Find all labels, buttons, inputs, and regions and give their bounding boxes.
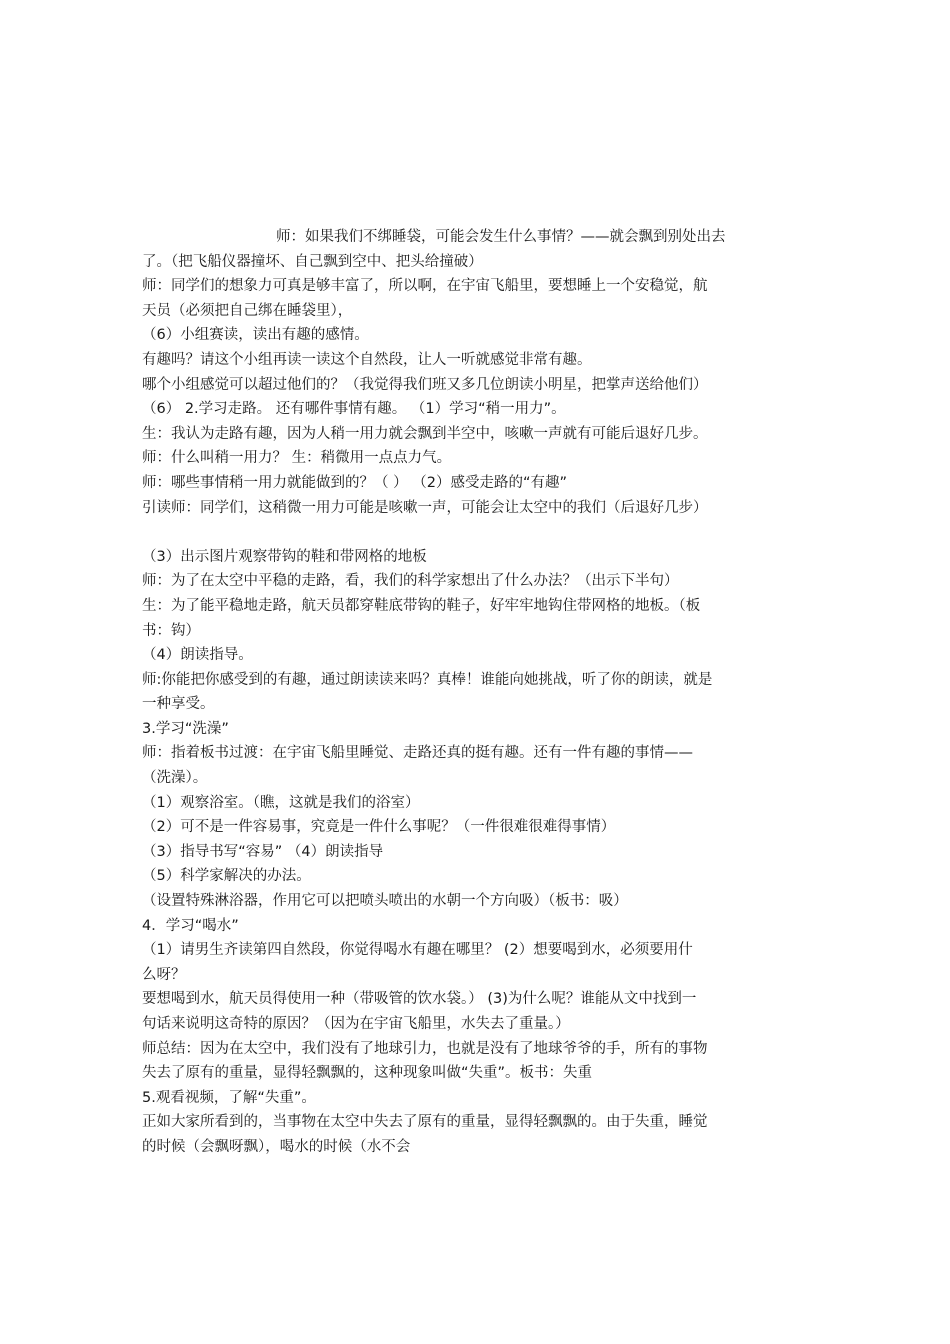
blank-line — [142, 520, 810, 545]
paragraph-line: （5）科学家解决的办法。 — [142, 868, 311, 885]
document-body — [142, 225, 810, 1160]
paragraph-line: 正如大家所看到的，当事物在太空中失去了原有的重量，显得轻飘飘的。由于失重，睡觉 — [142, 1114, 708, 1131]
paragraph-line: （4）朗读指导。 — [142, 647, 253, 664]
paragraph-line: 一种享受。 — [142, 696, 215, 713]
paragraph-line: 师：指着板书过渡：在宇宙飞船里睡觉、走路还真的挺有趣。还有一件有趣的事情—— — [142, 745, 693, 762]
paragraph-line: 师：同学们的想象力可真是够丰富了，所以啊，在宇宙飞船里，要想睡上一个安稳觉，航 — [142, 278, 708, 295]
section-heading: 3.学习“洗澡” — [142, 720, 229, 737]
paragraph-line: 师：什么叫稍一用力？ 生：稍微用一点点力气。 — [142, 450, 452, 467]
paragraph-line: 生：为了能平稳地走路，航天员都穿鞋底带钩的鞋子，好牢牢地钩住带网格的地板。（板 — [142, 597, 701, 614]
paragraph-line: 师:你能把你感受到的有趣，通过朗读读来吗？真棒！谁能向她挑战，听了你的朗读，就是 — [142, 671, 713, 688]
paragraph-line: 哪个小组感觉可以超过他们的？（我觉得我们班又多几位朗读小明星，把掌声送给他们） — [142, 376, 708, 393]
paragraph-line: 了。（把飞船仪器撞坏、自己飘到空中、把头给撞破） — [142, 253, 483, 270]
paragraph-line: 么呀？ — [142, 966, 186, 983]
paragraph-line: 生：我认为走路有趣，因为人稍一用力就会飘到半空中，咳嗽一声就有可能后退好几步。 — [142, 425, 708, 442]
paragraph-line: （3）出示图片观察带钩的鞋和带网格的地板 — [142, 548, 427, 565]
paragraph-line: 师：为了在太空中平稳的走路，看，我们的科学家想出了什么办法？（出示下半句） — [142, 573, 679, 590]
paragraph-line: （设置特殊淋浴器，作用它可以把喷头喷出的水朝一个方向吸）（板书：吸） — [142, 893, 628, 910]
paragraph-line: （3）指导书写“容易” （4）朗读指导 — [142, 843, 384, 860]
paragraph-line: 引读师：同学们，这稍微一用力可能是咳嗽一声，可能会让太空中的我们（后退好几步） — [142, 499, 708, 516]
paragraph-line: 师：哪些事情稍一用力就能做到的？（ ） （2）感受走路的“有趣” — [142, 474, 567, 491]
paragraph-line: 的时候（会飘呀飘），喝水的时候（水不会 — [142, 1138, 411, 1155]
paragraph-line: 要想喝到水，航天员得使用一种（带吸管的饮水袋。） (3)为什么呢？谁能从文中找到一 — [142, 991, 697, 1008]
paragraph-line: 有趣吗？请这个小组再读一读这个自然段，让人一听就感觉非常有趣。 — [142, 351, 592, 368]
paragraph-line: （6） 2.学习走路。 还有哪件事情有趣。 （1）学习“稍一用力”。 — [142, 401, 566, 418]
paragraph-line: （1）请男生齐读第四自然段，你觉得喝水有趣在哪里？ (2）想要喝到水，必须要用什 — [142, 942, 693, 959]
paragraph-line: （1）观察浴室。（瞧，这就是我们的浴室） — [142, 794, 420, 811]
paragraph-line: 天员（必须把自己绑在睡袋里）， — [142, 302, 353, 319]
paragraph-line: 书：钩） — [142, 622, 200, 639]
paragraph-line: 师总结：因为在太空中，我们没有了地球引力，也就是没有了地球爷爷的手，所有的事物 — [142, 1040, 708, 1057]
section-heading: 4．学习“喝水” — [142, 917, 239, 934]
section-heading: 5.观看视频，了解“失重”。 — [142, 1089, 316, 1106]
paragraph-line: 失去了原有的重量，显得轻飘飘的，这种现象叫做“失重”。板书：失重 — [142, 1065, 593, 1082]
paragraph-line: （6）小组赛读，读出有趣的感情。 — [142, 327, 369, 344]
paragraph-line: （洗澡）。 — [142, 770, 208, 787]
paragraph-line: 句话来说明这奇特的原因？（因为在宇宙飞船里，水失去了重量。） — [142, 1016, 570, 1032]
paragraph-line: 师：如果我们不绑睡袋，可能会发生什么事情？——就会飘到别处出去 — [276, 229, 726, 245]
paragraph-line: （2）可不是一件容易事，究竟是一件什么事呢？（一件很难很难得事情） — [142, 819, 616, 836]
